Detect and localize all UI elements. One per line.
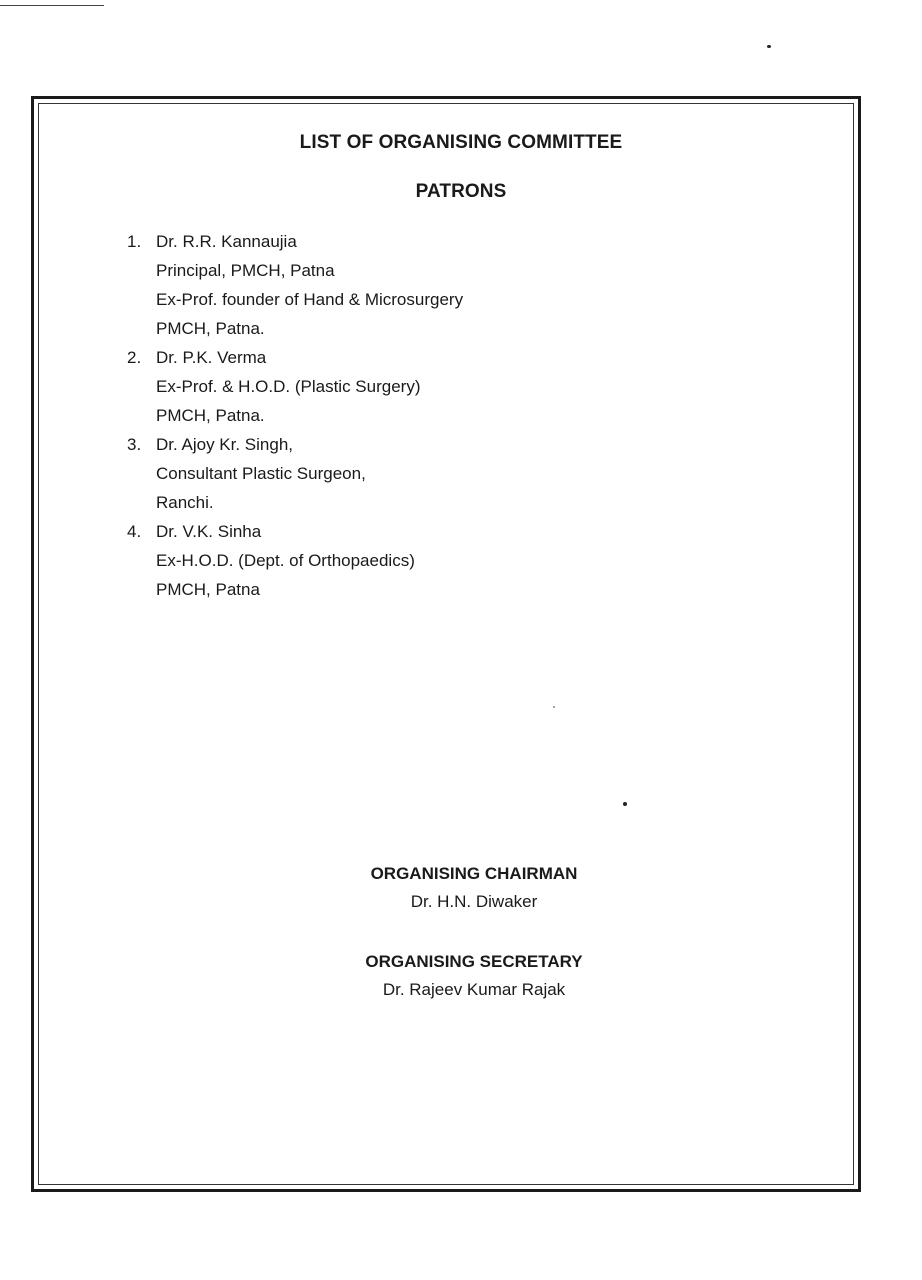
organising-chairman-title: ORGANISING CHAIRMAN (370, 864, 578, 883)
scan-speck (767, 45, 771, 48)
patron-name: Dr. R.R. Kannaujia (156, 232, 297, 251)
organising-secretary-title: ORGANISING SECRETARY (365, 952, 583, 971)
patron-name: Dr. Ajoy Kr. Singh, (156, 435, 294, 454)
patron-list (118, 227, 463, 604)
list-item-number: 3. (127, 435, 142, 454)
list-item (118, 343, 463, 430)
list-item-number: 2. (127, 348, 142, 367)
patron-detail: Principal, PMCH, Patna (156, 261, 335, 280)
patron-name: Dr. P.K. Verma (156, 348, 267, 367)
patron-detail: PMCH, Patna (156, 580, 260, 599)
patron-detail: Ex-Prof. & H.O.D. (Plastic Surgery) (156, 377, 421, 396)
patron-detail: Ex-Prof. founder of Hand & Microsurgery (156, 290, 464, 309)
list-item (118, 517, 463, 604)
list-item-number: 4. (127, 522, 142, 541)
patron-detail: Ranchi. (156, 493, 214, 512)
patron-detail: Consultant Plastic Surgeon, (156, 464, 366, 483)
scan-edge-mark (0, 5, 104, 6)
list-item (118, 227, 463, 343)
patron-name: Dr. V.K. Sinha (156, 522, 262, 541)
organising-secretary-section (354, 949, 594, 1005)
organising-chairman-name: Dr. H.N. Diwaker (410, 892, 538, 911)
patron-detail: PMCH, Patna. (156, 319, 265, 338)
list-item-number: 1. (127, 232, 142, 251)
page-title: LIST OF ORGANISING COMMITTEE (299, 132, 623, 153)
patron-detail: Ex-H.O.D. (Dept. of Orthopaedics) (156, 551, 415, 570)
organising-secretary-name: Dr. Rajeev Kumar Rajak (382, 980, 566, 999)
patron-detail: PMCH, Patna. (156, 406, 265, 425)
list-item (118, 430, 463, 517)
patrons-heading: PATRONS (415, 181, 507, 202)
organising-chairman-section (354, 861, 594, 917)
